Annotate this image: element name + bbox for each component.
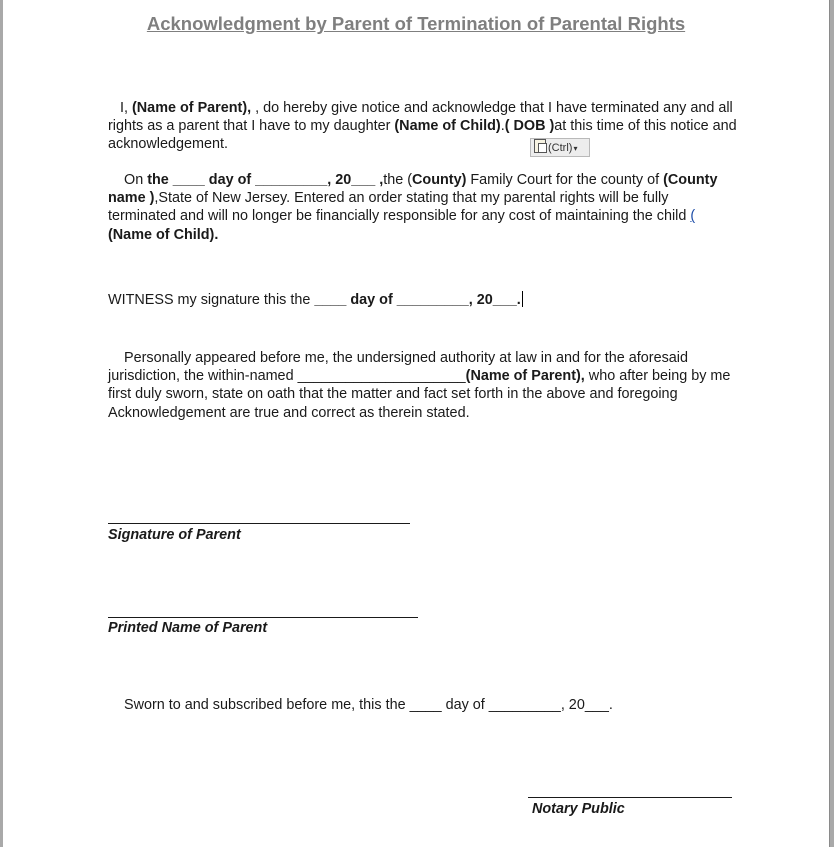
hyperlink-paren[interactable]: ( xyxy=(690,208,696,225)
document-page[interactable] xyxy=(3,0,830,847)
text-run: Family Court for the county of xyxy=(466,172,664,188)
paste-options-label: (Ctrl) xyxy=(548,142,573,154)
date-blanks: the ____ day of _________, 20___ , xyxy=(147,172,384,188)
text-run: ,State of New Jersey. Entered an order stating that my parental rights will be fully terminated and will no longer be financially responsible for any cost of maintaining the child xyxy=(108,190,691,225)
clipboard-icon xyxy=(534,139,546,153)
text-run: I, xyxy=(120,100,132,116)
text-run: . xyxy=(500,118,505,135)
document-title: Acknowledgment by Parent of Termination of Parental Rights xyxy=(146,13,686,34)
text-run: WITNESS my signature this the xyxy=(108,292,315,308)
notary-public-label: Notary Public xyxy=(532,801,625,817)
printed-name-line xyxy=(108,617,418,618)
witness-date-blanks: ____ day of _________, 20___. xyxy=(314,292,521,308)
chevron-down-icon: ▾ xyxy=(573,144,578,153)
text-run: On xyxy=(124,172,148,188)
parent-name-placeholder: (Name of Parent), xyxy=(132,100,252,116)
witness-paragraph[interactable] xyxy=(108,291,738,309)
dob-placeholder: ( DOB ) xyxy=(504,118,555,135)
child-name-placeholder: (Name of Child) xyxy=(394,118,501,135)
text-run: the ( xyxy=(383,172,413,188)
county-placeholder: County) xyxy=(412,172,467,188)
acknowledgment-paragraph[interactable] xyxy=(108,99,738,154)
name-blank: _____________________ xyxy=(297,368,466,385)
county-name-placeholder: (County name ) xyxy=(108,172,718,207)
notary-statement-paragraph[interactable] xyxy=(108,349,738,422)
sworn-statement[interactable]: Sworn to and subscribed before me, this the ____ day of _________, 20___. xyxy=(124,697,613,713)
notary-signature-line xyxy=(528,797,732,798)
text-cursor xyxy=(522,291,523,307)
text-run: who after being by me first duly sworn, state on oath that the matter and fact set forth in the above and foregoing Acknowledgement are true and correct as therein stated. xyxy=(108,368,731,421)
text-run: Personally appeared before me, the undersigned authority at law in and for the aforesaid jurisdiction, the within-named xyxy=(108,350,688,385)
text-run: at this time of this notice and acknowledgement. xyxy=(108,118,737,153)
paste-options-button[interactable] xyxy=(530,138,590,157)
printed-name-label: Printed Name of Parent xyxy=(108,620,268,636)
child-name-placeholder: (Name of Child). xyxy=(108,226,219,243)
court-order-paragraph[interactable] xyxy=(108,171,738,244)
signature-line xyxy=(108,523,410,524)
text-run: , do hereby give notice and acknowledge that I have terminated any and all rights as a parent that I have to my daughter xyxy=(108,100,733,135)
parent-name-placeholder: (Name of Parent), xyxy=(465,368,585,385)
signature-of-parent-label: Signature of Parent xyxy=(108,527,241,543)
